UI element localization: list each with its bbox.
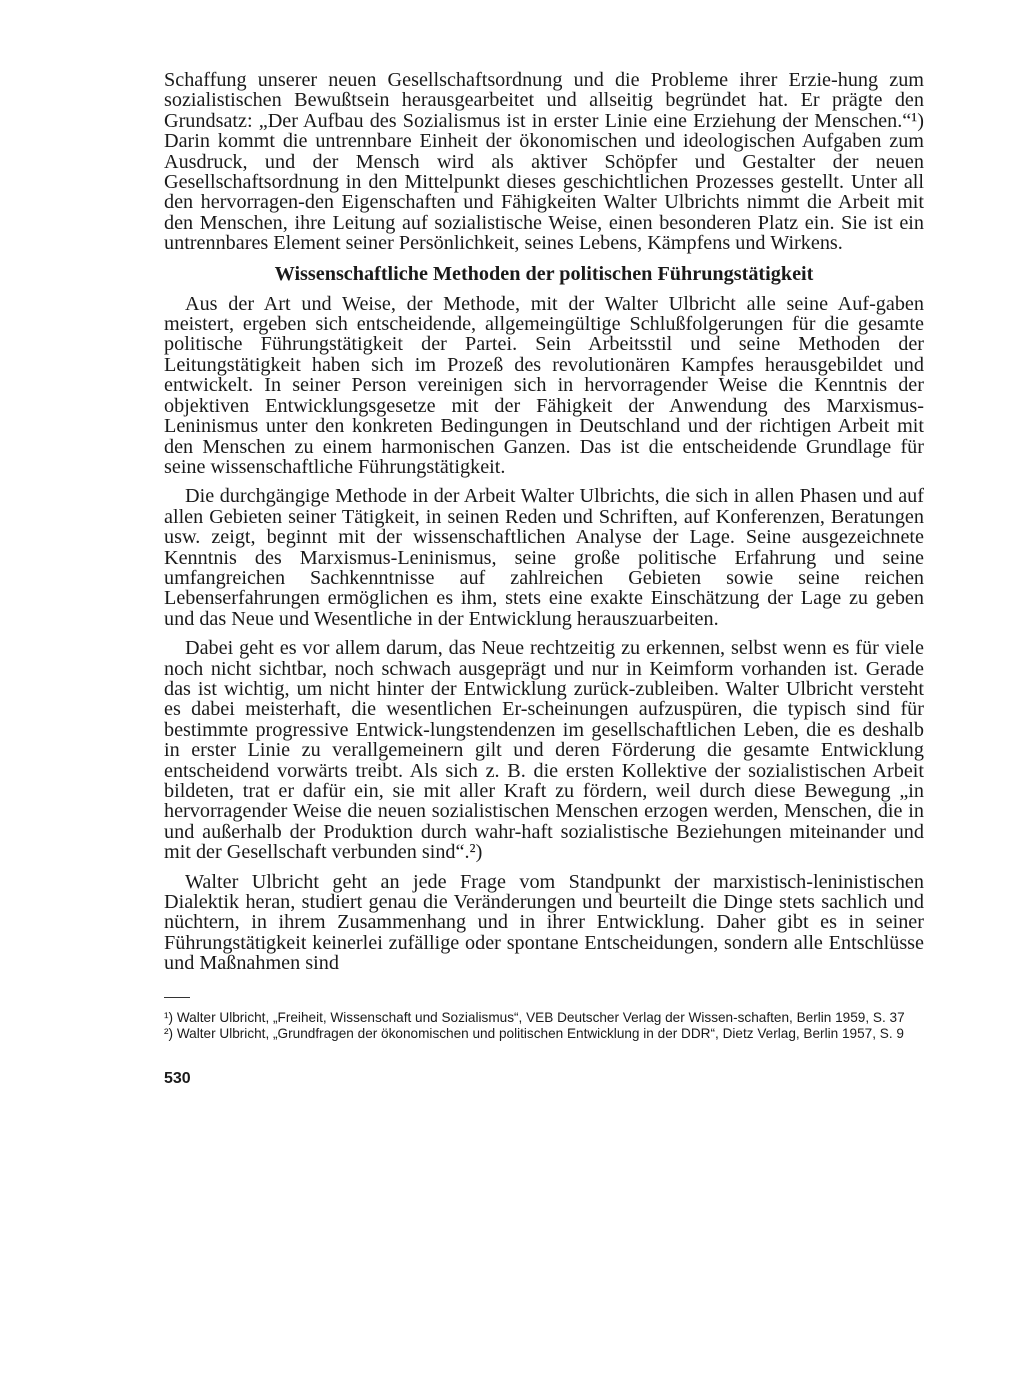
body-paragraph-1: Schaffung unserer neuen Gesellschaftsordnung und die Probleme ihrer Erzie-hung zum sozialistischen Bewußtsein herausgearbeitet und allseitig begründet hat. Er prägte den Grundsatz: „Der Aufbau des Sozialismus ist in erster Linie eine Erziehung der Menschen.“¹) Darin kommt die untrennbare Einheit der ökonomischen und ideologischen Aufgaben zum Ausdruck, und der Mensch wird als aktiver Schöpfer und Gestalter der neuen Gesellschaftsordnung in den Mittelpunkt dieses geschichtlichen Prozesses gestellt. Unter all den hervorragen-den Eigenschaften und Fähigkeiten Walter Ulbrichts nimmt die Arbeit mit den Menschen, ihre Leitung auf sozialistische Weise, einen besonderen Platz ein. Sie ist ein untrennbares Element seiner Persönlichkeit, seines Lebens, Kämpfens und Wirkens. — [164, 69, 924, 255]
body-paragraph-4: Dabei geht es vor allem darum, das Neue rechtzeitig zu erkennen, selbst wenn es für viele noch nicht sichtbar, noch schwach ausgeprägt und nur in Keimform vorhanden ist. Gerade das ist wichtig, um nicht hinter der Entwicklung zurück-zubleiben. Walter Ulbricht versteht es dabei meisterhaft, die wesentlichen Er-scheinungen aufzuspüren, die typisch sind für bestimmte progressive Entwick-lungstendenzen im gesellschaftlichen Leben, die es deshalb in erster Linie zu verallgemeinern gilt und deren Förderung die gesamte Entwicklung entscheidend vorwärts treibt. Als sich z. B. die ersten Kollektive der sozialistischen Arbeit bildeten, trat er dafür ein, sie mit aller Kraft zu fördern, weil durch diese Bewegung „in hervorragender Weise die neuen sozialistischen Menschen erzogen werden, Menschen, die in und außerhalb der Produktion durch wahr-haft sozialistische Beziehungen miteinander und mit der Gesellschaft verbunden sind“.²) — [164, 637, 924, 864]
body-paragraph-2: Aus der Art und Weise, der Methode, mit der Walter Ulbricht alle seine Auf-gaben meistert, ergeben sich entscheidende, allgemeingültige Schlußfolgerungen für die gesamte politische Führungstätigkeit der Partei. Sein Arbeitsstil und seine Methoden der Leitungstätigkeit haben sich im Prozeß des revolutionären Kampfes herausgebildet und entwickelt. In seiner Person vereinigen sich in hervorragender Weise die Kenntnis der objektiven Entwicklungsgesetze mit der Fähigkeit der Anwendung des Marxismus-Leninismus unter den konkreten Bedingungen in Deutschland und der richtigen Arbeit mit den Menschen zu einem harmonischen Ganzen. Das ist die entscheidende Grundlage für seine wissenschaftliche Führungstätigkeit. — [164, 292, 924, 478]
section-heading: Wissenschaftliche Methoden der politischen Führungstätigkeit — [274, 262, 814, 285]
page-number: 530 — [164, 1069, 191, 1087]
body-paragraph-5: Walter Ulbricht geht an jede Frage vom Standpunkt der marxistisch-leninistischen Dialektik heran, studiert genau die Veränderungen und beurteilt die Dinge stets sachlich und nüchtern, in ihrem Zusammenhang und in ihrer Entwicklung. Daher gibt es in seiner Führungstätigkeit keinerlei zufällige oder spontane Entscheidungen, sondern alle Entschlüsse und Maßnahmen sind — [164, 870, 924, 975]
footnotes — [164, 1010, 924, 1042]
document-page — [164, 70, 924, 1088]
footnote-divider — [164, 997, 190, 998]
body-paragraph-3: Die durchgängige Methode in der Arbeit Walter Ulbrichts, die sich in allen Phasen und auf allen Gebieten seiner Tätigkeit, in seinen Reden und Schriften, auf Konferenzen, Beratungen usw. zeigt, beginnt mit der wissenschaftlichen Analyse der Lage. Seine ausgezeichnete Kenntnis des Marxismus-Leninismus, seine große politische Erfahrung und seine umfangreichen Sachkenntnisse auf zahlreichen Gebieten sowie seine reichen Lebenserfahrungen ermöglichen es ihm, stets eine exakte Einschätzung der Lage zu geben und das Neue und Wesentliche in der Entwicklung herauszuarbeiten. — [164, 485, 924, 630]
footnote-2: ²) Walter Ulbricht, „Grundfragen der ökonomischen und politischen Entwicklung in der DDR“, Dietz Verlag, Berlin 1957, S. 9 — [164, 1025, 904, 1041]
footnote-1: ¹) Walter Ulbricht, „Freiheit, Wissenschaft und Sozialismus“, VEB Deutscher Verlag der Wissen-schaften, Berlin 1959, S. 37 — [164, 1009, 905, 1025]
